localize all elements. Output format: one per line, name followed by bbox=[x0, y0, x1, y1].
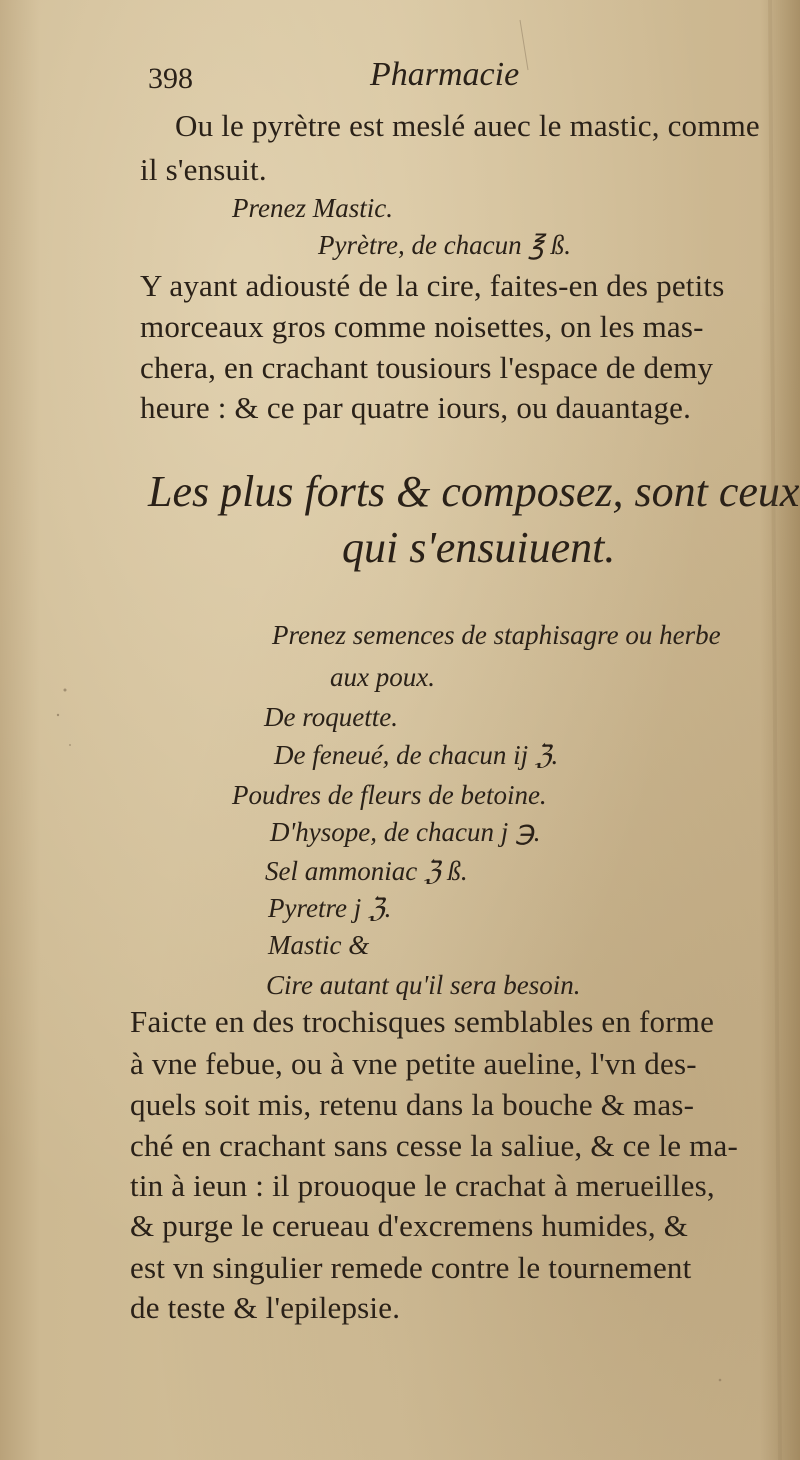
text-line: quels soit mis, retenu dans la bouche & mas- bbox=[130, 1087, 695, 1122]
text-line: Ou le pyrètre est meslé auec le mastic, comme bbox=[175, 108, 760, 143]
recipe-line: Prenez Mastic. bbox=[232, 193, 393, 223]
text-line: & purge le cerueau d'excremens humides, & bbox=[130, 1208, 689, 1243]
text-line: Faicte en des trochisques semblables en forme bbox=[130, 1004, 715, 1039]
recipe-line: D'hysope, de chacun j ℈. bbox=[270, 817, 541, 847]
text-line: morceaux gros comme noisettes, on les mas- bbox=[140, 309, 704, 344]
page-number: 398 bbox=[148, 62, 193, 95]
text-line: Y ayant adiousté de la cire, faites-en des petits bbox=[140, 268, 725, 303]
recipe-line: Prenez semences de staphisagre ou herbe bbox=[272, 620, 721, 650]
recipe-line: De roquette. bbox=[264, 702, 398, 732]
section-heading: qui s'ensuiuent. bbox=[342, 523, 616, 572]
recipe-line: Mastic & bbox=[268, 930, 370, 960]
text-line: chera, en crachant tousiours l'espace de demy bbox=[140, 350, 714, 385]
text-line: ché en crachant sans cesse la saliue, & ce le ma- bbox=[130, 1128, 738, 1163]
recipe-line: De feneué, de chacun ij ℨ. bbox=[274, 740, 559, 770]
recipe-line: Sel ammoniac ℨ ß. bbox=[265, 856, 468, 886]
text-line: est vn singulier remede contre le tournement bbox=[130, 1250, 692, 1285]
running-head: Pharmacie bbox=[370, 56, 520, 93]
recipe-line: aux poux. bbox=[330, 662, 435, 692]
section-heading: Les plus forts & composez, sont ceux bbox=[148, 467, 800, 516]
text-line: tin à ieun : il prouoque le crachat à merueilles, bbox=[130, 1168, 715, 1203]
text-line: de teste & l'epilepsie. bbox=[130, 1290, 401, 1325]
text-line: à vne febue, ou à vne petite aueline, l'vn des- bbox=[130, 1046, 697, 1081]
recipe-line: Poudres de fleurs de betoine. bbox=[232, 780, 547, 810]
text-line: heure : & ce par quatre iours, ou dauantage. bbox=[140, 390, 692, 425]
recipe-line: Cire autant qu'il sera besoin. bbox=[266, 970, 581, 1000]
text-line: il s'ensuit. bbox=[140, 152, 267, 187]
recipe-line: Pyretre j ℨ. bbox=[268, 893, 392, 923]
recipe-line: Pyrètre, de chacun ℥ ß. bbox=[318, 230, 572, 260]
